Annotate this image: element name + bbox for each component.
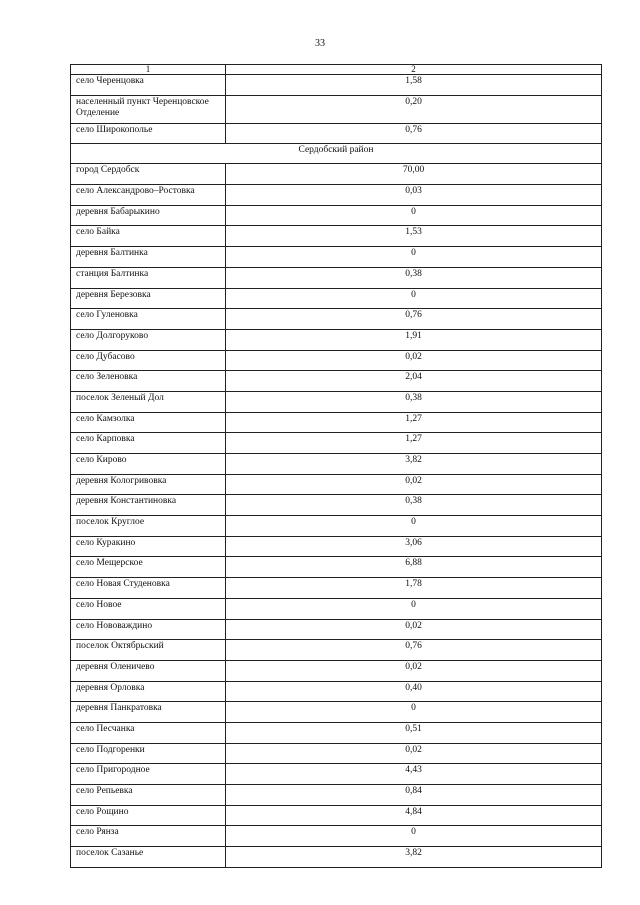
table-row [71, 474, 602, 495]
settlement-value: 0 [226, 598, 602, 619]
settlement-name: деревня Панкратовка [71, 702, 226, 723]
settlement-name: поселок Зеленый Дол [71, 391, 226, 412]
settlement-name: село Зеленовка [71, 371, 226, 392]
table-row [71, 702, 602, 723]
table-row [71, 660, 602, 681]
table-row [71, 722, 602, 743]
settlement-value: 0,38 [226, 267, 602, 288]
settlement-name: поселок Октябрьский [71, 640, 226, 661]
table-header-row [71, 65, 602, 75]
table-row [71, 95, 602, 123]
table-row [71, 826, 602, 847]
settlement-value: 2,04 [226, 371, 602, 392]
table-row [71, 267, 602, 288]
table-row [71, 557, 602, 578]
table-row [71, 123, 602, 144]
settlement-name: село Рянза [71, 826, 226, 847]
settlement-name: село Байка [71, 226, 226, 247]
table-row [71, 743, 602, 764]
table-row [71, 598, 602, 619]
settlement-value: 0,76 [226, 309, 602, 330]
table-row [71, 433, 602, 454]
settlement-value: 0,84 [226, 785, 602, 806]
table-row [71, 288, 602, 309]
settlement-name: деревня Кологривовка [71, 474, 226, 495]
settlement-name: село Карповка [71, 433, 226, 454]
settlements-table [70, 64, 602, 868]
settlement-value: 0,76 [226, 640, 602, 661]
settlement-value: 0,02 [226, 350, 602, 371]
settlement-value: 1,27 [226, 412, 602, 433]
settlement-name: село Репьевка [71, 785, 226, 806]
settlement-name: деревня Бабарыкино [71, 205, 226, 226]
settlement-name: деревня Константиновка [71, 495, 226, 516]
settlement-value: 3,82 [226, 454, 602, 475]
settlement-value: 1,91 [226, 329, 602, 350]
table-row [71, 495, 602, 516]
table-row [71, 640, 602, 661]
table-row [71, 847, 602, 868]
table-row [71, 164, 602, 185]
table-row [71, 681, 602, 702]
settlement-value: 70,00 [226, 164, 602, 185]
settlement-name: село Новая Студеновка [71, 578, 226, 599]
settlement-name: село Нововаждино [71, 619, 226, 640]
settlement-name: село Широкополье [71, 123, 226, 144]
settlement-value: 0,38 [226, 495, 602, 516]
table-row [71, 329, 602, 350]
settlement-value: 1,53 [226, 226, 602, 247]
settlement-name: деревня Балтинка [71, 247, 226, 268]
table-row [71, 454, 602, 475]
table-row [71, 578, 602, 599]
district-header-row [71, 144, 602, 164]
settlement-name: село Кирово [71, 454, 226, 475]
settlement-name: село Камзолка [71, 412, 226, 433]
settlement-value: 0 [226, 205, 602, 226]
table-row [71, 205, 602, 226]
header-col-1: 1 [71, 65, 226, 75]
district-title: Сердобский район [71, 144, 602, 164]
settlement-value: 1,78 [226, 578, 602, 599]
settlement-value: 0,38 [226, 391, 602, 412]
table-row [71, 247, 602, 268]
table-row [71, 412, 602, 433]
table-row [71, 226, 602, 247]
settlement-value: 0,40 [226, 681, 602, 702]
settlement-name: деревня Орловка [71, 681, 226, 702]
settlement-name: село Мещерское [71, 557, 226, 578]
settlement-name: село Пригородное [71, 764, 226, 785]
settlement-name: село Александрово–Ростовка [71, 185, 226, 206]
settlement-value: 0,76 [226, 123, 602, 144]
table-row [71, 350, 602, 371]
settlement-name: село Куракино [71, 536, 226, 557]
page-number: 33 [315, 38, 325, 49]
table-row [71, 516, 602, 537]
header-col-2: 2 [226, 65, 602, 75]
settlement-value: 3,82 [226, 847, 602, 868]
settlement-value: 3,06 [226, 536, 602, 557]
settlement-value: 0 [226, 702, 602, 723]
table-row [71, 185, 602, 206]
settlement-value: 6,88 [226, 557, 602, 578]
settlement-value: 1,27 [226, 433, 602, 454]
settlement-name: поселок Круглое [71, 516, 226, 537]
settlement-name: село Гуленовка [71, 309, 226, 330]
settlement-name: деревня Березовка [71, 288, 226, 309]
settlement-name: село Подгоренки [71, 743, 226, 764]
settlement-name: поселок Сазанье [71, 847, 226, 868]
table-row [71, 619, 602, 640]
settlement-value: 1,58 [226, 75, 602, 96]
settlement-value: 0 [226, 288, 602, 309]
table-row [71, 785, 602, 806]
settlement-name: деревня Оленичево [71, 660, 226, 681]
settlement-value: 0,51 [226, 722, 602, 743]
settlement-name: село Новое [71, 598, 226, 619]
table-row [71, 764, 602, 785]
table-body [71, 65, 602, 868]
settlement-name: село Долгоруково [71, 329, 226, 350]
settlement-value: 0,02 [226, 619, 602, 640]
settlement-name: станция Балтинка [71, 267, 226, 288]
table-row [71, 371, 602, 392]
table-row [71, 309, 602, 330]
table-row [71, 536, 602, 557]
settlement-value: 4,84 [226, 805, 602, 826]
settlement-name: село Песчанка [71, 722, 226, 743]
settlement-value: 0,02 [226, 743, 602, 764]
settlement-value: 0,20 [226, 95, 602, 123]
settlement-name: село Дубасово [71, 350, 226, 371]
settlement-name: город Сердобск [71, 164, 226, 185]
settlement-value: 0,02 [226, 660, 602, 681]
table-row [71, 391, 602, 412]
settlement-name: село Черенцовка [71, 75, 226, 96]
settlement-name: населенный пункт Черенцовское Отделение [71, 95, 226, 123]
settlement-value: 0,02 [226, 474, 602, 495]
settlement-value: 0,03 [226, 185, 602, 206]
settlement-value: 0 [226, 516, 602, 537]
settlement-value: 0 [226, 247, 602, 268]
settlement-value: 4,43 [226, 764, 602, 785]
table-row [71, 805, 602, 826]
settlement-value: 0 [226, 826, 602, 847]
table-row [71, 75, 602, 96]
settlement-name: село Рощино [71, 805, 226, 826]
